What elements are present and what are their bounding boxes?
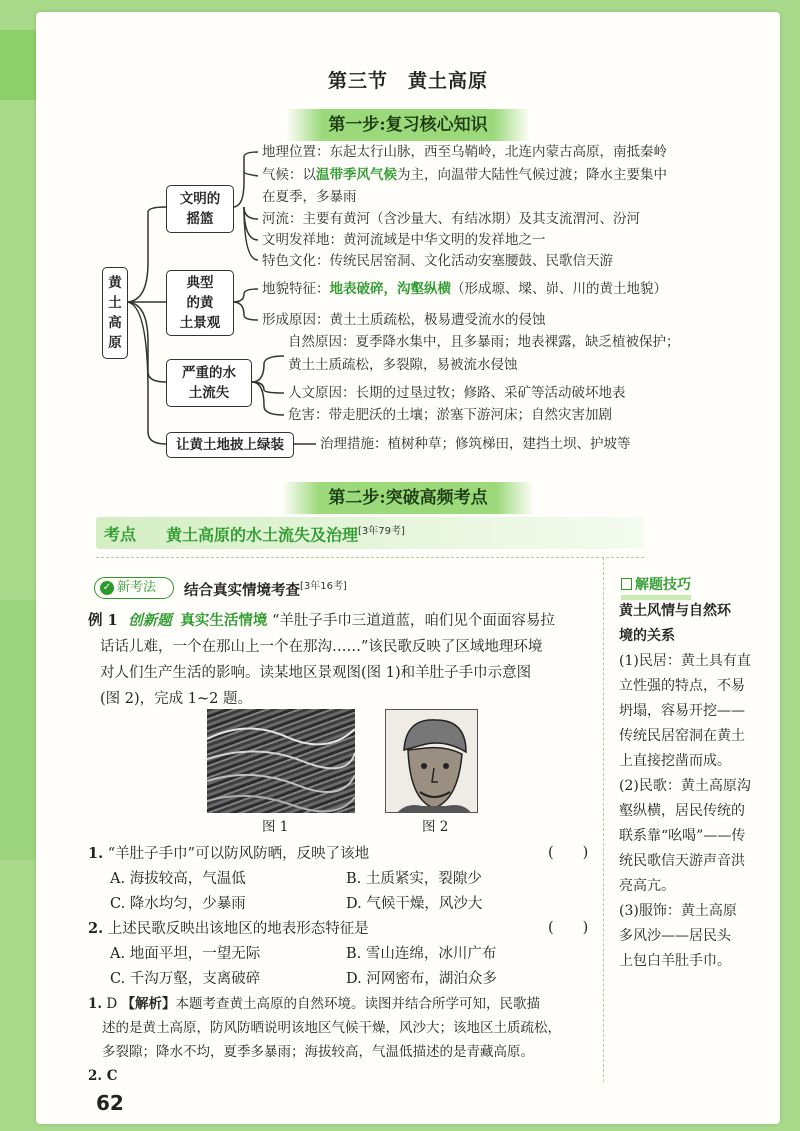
- mindmap-branch3: [166, 359, 252, 407]
- b1-civ: 文明发祥地：黄河流域是中华文明的发祥地之一: [262, 232, 546, 248]
- figure2-towel-portrait-image: [385, 709, 478, 813]
- tips-line: 坍塌，容易开挖——: [619, 703, 745, 719]
- branch2-label: 土景观: [179, 315, 221, 331]
- textbook-page: [36, 12, 780, 1124]
- b3-line-harm: [252, 382, 284, 415]
- branch3-label: 土流失: [188, 385, 230, 401]
- terraces-icon: [207, 709, 355, 813]
- b1-climate-highlight: 温带季风气候: [316, 167, 397, 183]
- b2-cause: 形成原因：黄土土质疏松，极易遭受流水的侵蚀: [262, 312, 546, 328]
- question-stem: [88, 916, 600, 942]
- b3-natural2: 黄土土质疏松，多裂隙，易被流水侵蚀: [288, 357, 518, 373]
- branch2-label: 的黄: [186, 295, 214, 311]
- example-line: 对人们生产生活的影响。读某地区景观图(图 1)和羊肚子手巾示意图: [100, 665, 532, 681]
- side-tab-bottom: [0, 600, 36, 860]
- tips-line: 传统民居窑洞在黄土: [619, 728, 745, 744]
- branch1-label: 摇篮: [186, 211, 214, 227]
- tips-heading-line: 黄土风情与自然环: [619, 603, 731, 619]
- tips-line: 亮高亢。: [619, 878, 675, 894]
- figure1-caption: 图 1: [262, 819, 289, 835]
- tips-line: (1)民居：黄土具有直: [619, 653, 751, 669]
- kaodian-mark: [3年79考]: [358, 526, 405, 537]
- b4-measures: 治理措施：植树种草；修筑梯田，建挡土坝、护坡等: [320, 436, 631, 452]
- b3-harm: 危害：带走肥沃的土壤；淤塞下游河床；自然灾害加剧: [288, 407, 612, 423]
- question-text: 上述民歌反映出该地区的地表形态特征是: [107, 921, 369, 937]
- side-tab-top: [0, 30, 36, 100]
- branch2-label: 典型: [186, 275, 214, 291]
- b3-human: 人文原因：长期的过垦过牧；修路、采矿等活动破坏地表: [288, 385, 626, 401]
- b1-climate-pre: 气候：以: [262, 167, 316, 183]
- b1-river: 河流：主要有黄河（含沙量大、有结冰期）及其支流渭河、汾河: [262, 211, 640, 227]
- branch1-label: 文明的: [179, 191, 221, 207]
- step2-banner: 第二步:突破高频考点: [282, 482, 534, 514]
- question-stem: [88, 841, 600, 867]
- tips-line: 壑纵横，居民传统的: [619, 803, 745, 819]
- step1-banner: 第一步:复习核心知识: [286, 109, 530, 141]
- tips-line: 上包白羊肚手巾。: [619, 953, 731, 969]
- mindmap-branch4: 让黄土地披上绿装: [166, 432, 294, 458]
- book-icon: [621, 578, 632, 590]
- figure1-landscape-image: [207, 709, 355, 813]
- question-number: 2.: [88, 920, 104, 937]
- example-label: 例 1: [88, 612, 118, 629]
- option-d: D. 气候干燥，风沙大: [346, 896, 483, 912]
- kaodian-title: 黄土高原的水土流失及治理: [166, 525, 359, 545]
- b1-line-geo: [233, 152, 258, 207]
- root-char: 土: [108, 295, 122, 311]
- option-row: [88, 867, 600, 892]
- kaodian-text: [166, 522, 405, 545]
- option-b: B. 雪山连绵，冰川广布: [346, 946, 497, 962]
- page-number: 62: [96, 1091, 124, 1115]
- question-1: [88, 841, 600, 917]
- b1-culture: 特色文化：传统民居窑洞、文化活动安塞腰鼓、民歌信天游: [262, 253, 613, 269]
- section-title: 第三节 黄土高原: [327, 70, 488, 92]
- new-method-tag: [94, 577, 174, 599]
- option-c: C. 千沟万壑，支离破碎: [110, 971, 261, 987]
- question-text: “羊肚子手巾”可以防风防晒，反映了该地: [107, 846, 370, 862]
- kaodian-header: [96, 517, 644, 549]
- mindmap-branch1: [166, 185, 234, 233]
- example-text: “羊肚子手巾三道道蓝，咱们见个面面容易拉: [271, 613, 555, 629]
- section-divider: [96, 557, 644, 558]
- answer-blank: ( ): [548, 845, 589, 861]
- b2-landform-highlight: 地表破碎，沟壑纵横: [329, 281, 451, 297]
- tips-body: [619, 649, 751, 974]
- b3-line-natural: [252, 356, 284, 382]
- example-line: 话话儿难，一个在那山上一个在那沟……”该民歌反映了区域地理环境: [100, 639, 543, 655]
- option-a: A. 地面平坦，一望无际: [110, 946, 261, 962]
- figure2-caption: 图 2: [422, 819, 449, 835]
- question-number: 1.: [88, 845, 104, 862]
- new-method-title: 结合真实情境考查: [184, 582, 300, 599]
- question-2: [88, 916, 600, 992]
- check-icon: ✓: [100, 581, 114, 595]
- b1-climate-post: 为主，向温带大陆性气候过渡；降水主要集中: [397, 167, 667, 183]
- example-tag-life: 真实生活情境: [180, 612, 268, 629]
- option-row: [88, 967, 600, 992]
- option-d: D. 河网密布，湖泊众多: [346, 971, 497, 987]
- analysis-tag: 【解析】: [121, 996, 176, 1012]
- answer-letter: D: [106, 996, 118, 1012]
- b2-landform-pre: 地貌特征：: [262, 281, 330, 297]
- b3-natural1: 自然原因：夏季降水集中，且多暴雨；地表裸露，缺乏植被保护；: [288, 334, 680, 350]
- tips-line: (2)民歌：黄土高原沟: [619, 778, 751, 794]
- tips-heading: [619, 599, 751, 649]
- example-line: [88, 608, 598, 634]
- new-method-mark: [3年16考]: [300, 581, 347, 592]
- b1-geo: 地理位置：东起太行山脉，西至乌鞘岭，北连内蒙古高原，南抵秦岭: [262, 144, 667, 160]
- branch3-label: 严重的水: [182, 365, 236, 381]
- b2-line-cause: [233, 302, 258, 320]
- tips-line: 立性强的特点，不易: [619, 678, 745, 694]
- root-char: 原: [108, 335, 122, 351]
- option-row: [88, 942, 600, 967]
- kaodian-tag: 考点: [104, 525, 137, 544]
- example-tag-new: 创新题: [128, 612, 172, 629]
- option-row: [88, 892, 600, 917]
- example-block: [88, 608, 598, 712]
- answer-number: 1.: [88, 996, 103, 1012]
- analysis-text: 多裂隙；降水不均，夏季多暴雨；海拔较高，气温低描述的是青藏高原。: [102, 1044, 534, 1060]
- example-line: (图 2)，完成 1~2 题。: [100, 691, 252, 707]
- farmer-portrait-icon: [386, 710, 478, 813]
- mindmap-branch2: [166, 270, 234, 336]
- mindmap-root: [102, 267, 128, 359]
- b2-landform-post: （形成塬、墚、峁、川的黄土地貌）: [451, 281, 667, 297]
- answer-line: [88, 992, 600, 1016]
- analysis-text: 述的是黄土高原，防风防晒说明该地区气候干燥，风沙大；该地区土质疏松，: [102, 1020, 561, 1036]
- tips-title-text: 解题技巧: [635, 577, 691, 593]
- b2-landform: [262, 279, 667, 299]
- b2-line-landform: [233, 289, 258, 302]
- b1-climate: [262, 165, 667, 185]
- tips-line: 多风沙——居民头: [619, 928, 731, 944]
- tips-title: [621, 575, 691, 600]
- b1-climate-cont: 在夏季，多暴雨: [262, 189, 357, 205]
- tips-heading-line: 境的关系: [619, 628, 675, 644]
- answer-block: [88, 992, 600, 1088]
- option-c: C. 降水均匀，少暴雨: [110, 896, 246, 912]
- answer-blank: ( ): [548, 920, 589, 936]
- root-char: 黄: [108, 275, 122, 291]
- tips-line: 联系靠“吆喝”——传: [619, 828, 746, 844]
- new-method-text: [184, 577, 347, 600]
- root-char: 高: [108, 315, 122, 331]
- answer-2: 2. C: [88, 1068, 118, 1084]
- new-method-label: 新考法: [117, 580, 157, 595]
- column-divider: [603, 557, 604, 1082]
- option-b: B. 土质紧实，裂隙少: [346, 871, 482, 887]
- option-a: A. 海拔较高，气温低: [110, 871, 246, 887]
- analysis-text: 本题考查黄土高原的自然环境。读图并结合所学可知，民歌描: [175, 996, 541, 1012]
- tips-line: 统民歌信天游声音洪: [619, 853, 745, 869]
- root-branch1-line: [126, 207, 166, 302]
- tips-line: 上直接挖凿而成。: [619, 753, 731, 769]
- tips-line: (3)服饰：黄土高原: [619, 903, 737, 919]
